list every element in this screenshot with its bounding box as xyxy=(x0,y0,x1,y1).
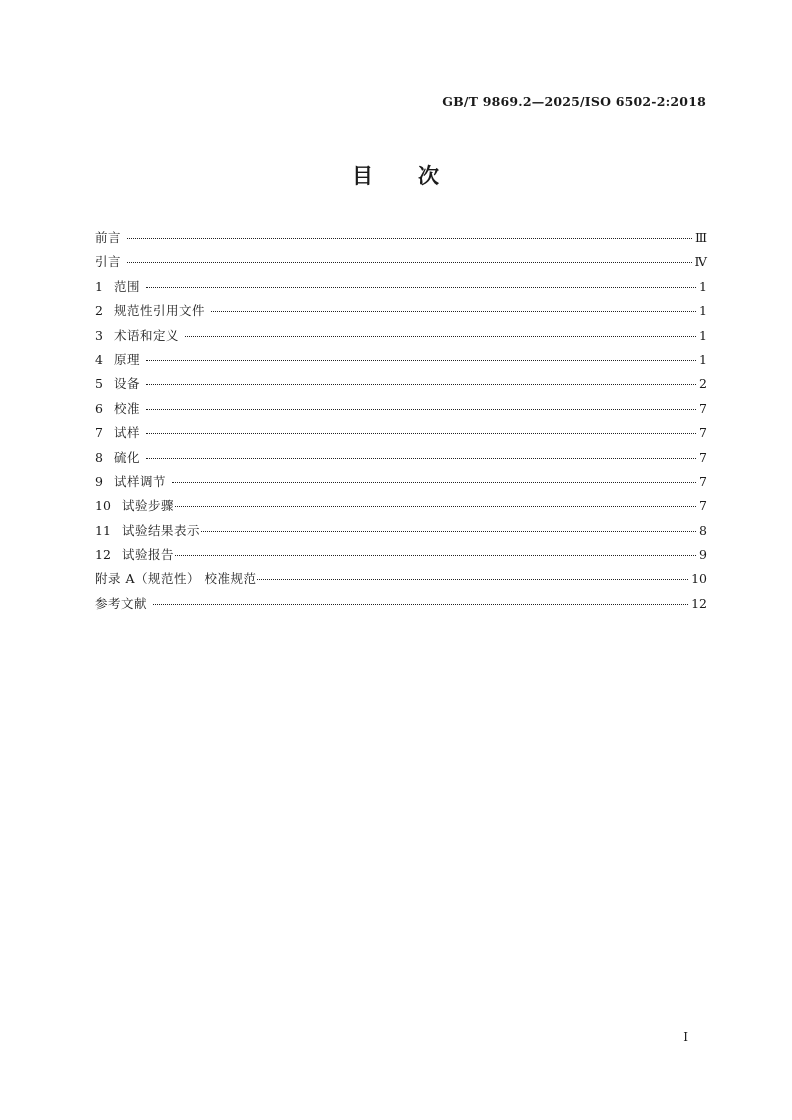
dot-leader xyxy=(146,360,696,361)
toc-entry-page: 9 xyxy=(699,547,707,563)
toc-entry-number: 7 xyxy=(95,425,103,441)
toc-entry-label: 试样 xyxy=(114,425,141,441)
page-number: I xyxy=(683,1030,688,1044)
toc-entry-page: 7 xyxy=(699,425,707,441)
toc-entry-test-procedure[interactable] xyxy=(95,494,707,518)
toc-title-char-1: 目 xyxy=(352,164,374,188)
dot-leader xyxy=(175,555,696,556)
toc-entry-page: 1 xyxy=(699,303,707,319)
toc-entry-page: 7 xyxy=(699,473,707,489)
toc-entry-number: 5 xyxy=(95,376,103,392)
toc-entry-vulcanization[interactable] xyxy=(95,446,707,470)
toc-entry-number: 12 xyxy=(95,547,111,563)
toc-entry-foreword[interactable] xyxy=(95,226,707,250)
toc-entry-number: 10 xyxy=(95,498,111,514)
toc-entry-number: 11 xyxy=(95,522,111,538)
dot-leader xyxy=(146,287,696,288)
dot-leader xyxy=(172,482,696,483)
toc-entry-number: 4 xyxy=(95,351,103,367)
toc-entry-number: 3 xyxy=(95,327,103,343)
table-of-contents xyxy=(95,226,707,616)
toc-entry-page: 1 xyxy=(699,351,707,367)
toc-entry-terms-definitions[interactable] xyxy=(95,324,707,348)
toc-entry-apparatus[interactable] xyxy=(95,372,707,396)
toc-entry-label: 设备 xyxy=(114,376,141,392)
toc-entry-label: 原理 xyxy=(114,351,141,367)
toc-entry-page: 1 xyxy=(699,278,707,294)
toc-entry-principle[interactable] xyxy=(95,348,707,372)
toc-entry-label: 试验步骤 xyxy=(122,498,175,514)
toc-entry-label: 规范性引用文件 xyxy=(114,303,206,319)
toc-entry-number: 8 xyxy=(95,449,103,465)
toc-entry-number: 1 xyxy=(95,278,103,294)
toc-entry-calibration[interactable] xyxy=(95,397,707,421)
dot-leader xyxy=(127,238,692,239)
toc-entry-introduction[interactable] xyxy=(95,250,707,274)
toc-entry-expression-of-results[interactable] xyxy=(95,519,707,543)
toc-entry-label: 引言 xyxy=(95,254,122,270)
toc-title xyxy=(0,160,792,190)
dot-leader xyxy=(211,311,696,312)
toc-entry-page: Ⅲ xyxy=(694,230,707,245)
toc-entry-conditioning[interactable] xyxy=(95,470,707,494)
toc-entry-number: 2 xyxy=(95,303,103,319)
toc-entry-page: 7 xyxy=(699,498,707,514)
toc-entry-label: 试验结果表示 xyxy=(122,522,201,538)
toc-entry-page: 7 xyxy=(699,400,707,416)
standard-code-header: GB/T 9869.2—2025/ISO 6502-2:2018 xyxy=(442,94,706,109)
dot-leader xyxy=(153,604,688,605)
toc-entry-label: 硫化 xyxy=(114,449,141,465)
dot-leader xyxy=(185,336,696,337)
dot-leader xyxy=(146,433,696,434)
toc-entry-label: 参考文献 xyxy=(95,595,148,611)
dot-leader xyxy=(257,579,688,580)
toc-entry-annex-a[interactable] xyxy=(95,567,707,591)
toc-entry-page: 7 xyxy=(699,449,707,465)
dot-leader xyxy=(146,409,696,410)
dot-leader xyxy=(127,262,691,263)
toc-entry-page: 2 xyxy=(699,376,707,392)
toc-entry-label: 试样调节 xyxy=(114,473,167,489)
toc-entry-number: 9 xyxy=(95,473,103,489)
dot-leader xyxy=(201,531,696,532)
toc-entry-number: 6 xyxy=(95,400,103,416)
toc-entry-scope[interactable] xyxy=(95,275,707,299)
dot-leader xyxy=(175,506,696,507)
toc-title-char-2: 次 xyxy=(418,164,440,188)
dot-leader xyxy=(146,458,696,459)
toc-entry-bibliography[interactable] xyxy=(95,592,707,616)
toc-entry-label: 校准 xyxy=(114,400,141,416)
toc-entry-page: 12 xyxy=(691,595,707,611)
toc-entry-page: 8 xyxy=(699,522,707,538)
dot-leader xyxy=(146,384,696,385)
toc-entry-page: 1 xyxy=(699,327,707,343)
toc-entry-label: 试验报告 xyxy=(122,547,175,563)
toc-entry-label: 前言 xyxy=(95,230,122,245)
toc-entry-test-report[interactable] xyxy=(95,543,707,567)
toc-entry-test-pieces[interactable] xyxy=(95,421,707,445)
toc-entry-label: 术语和定义 xyxy=(114,327,180,343)
toc-entry-page: 10 xyxy=(691,571,707,587)
toc-entry-normative-references[interactable] xyxy=(95,299,707,323)
toc-entry-label: 范围 xyxy=(114,278,141,294)
toc-entry-label: 附录 A（规范性） 校准规范 xyxy=(95,571,257,587)
toc-entry-page: Ⅳ xyxy=(694,254,707,270)
